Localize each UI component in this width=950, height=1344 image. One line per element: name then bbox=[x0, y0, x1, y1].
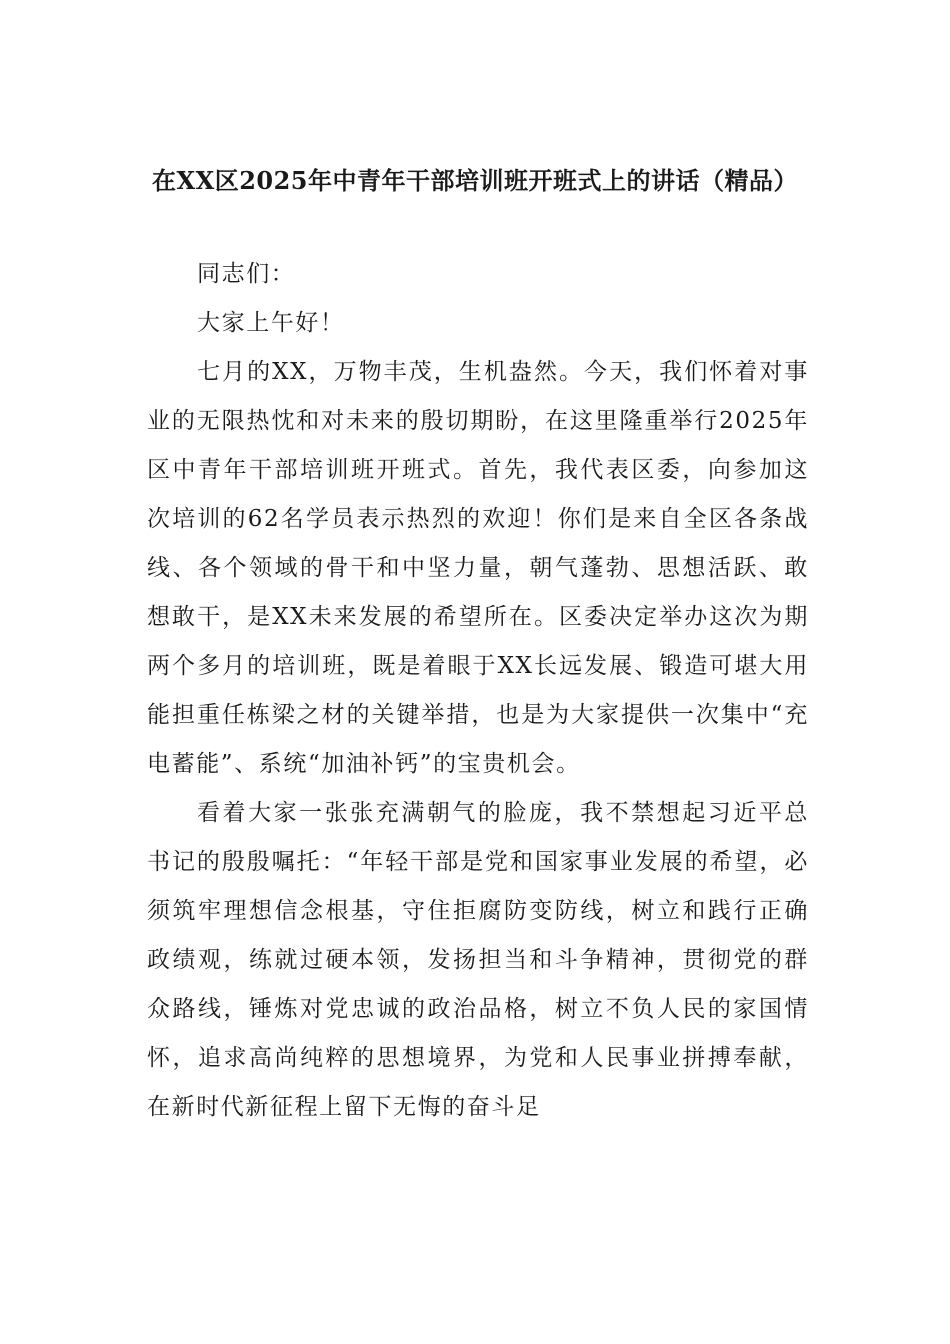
paragraph-quote: 看着大家一张张充满朝气的脸庞，我不禁想起习近平总书记的殷殷嘱托：“年轻干部是党和国家事业发展的希望，必须筑牢理想信念根基，守住拒腐防变防线，树立和践行正确政绩观，练就过硬本领，发扬担当和斗争精神，贯彻党的群众路线，锤炼对党忠诚的政治品格，树立不负人民的家国情怀，追求高尚纯粹的思想境界，为党和人民事业拼搏奉献，在新时代新征程上留下无悔的奋斗足 bbox=[147, 800, 809, 1120]
document-title: 在XX区2025年中青年干部培训班开班式上的讲话（精品） bbox=[151, 166, 799, 195]
paragraph-greeting: 大家上午好！ bbox=[197, 310, 345, 336]
document-body bbox=[147, 250, 809, 1132]
paragraph-opening: 七月的XX，万物丰茂，生机盎然。今天，我们怀着对事业的无限热忱和对未来的殷切期盼，在这里隆重举行2025年区中青年干部培训班开班式。首先，我代表区委，向参加这次培训的62名学员表示热烈的欢迎！你们是来自全区各条战线、各个领域的骨干和中坚力量，朝气蓬勃、思想活跃、敢想敢干，是XX未来发展的希望所在。区委决定举办这次为期两个多月的培训班，既是着眼于XX长远发展、锻造可堪大用能担重任栋梁之材的关键举措，也是为大家提供一次集中“充电蓄能”、系统“加油补钙”的宝贵机会。 bbox=[147, 359, 809, 777]
paragraph-salutation: 同志们： bbox=[197, 261, 296, 287]
